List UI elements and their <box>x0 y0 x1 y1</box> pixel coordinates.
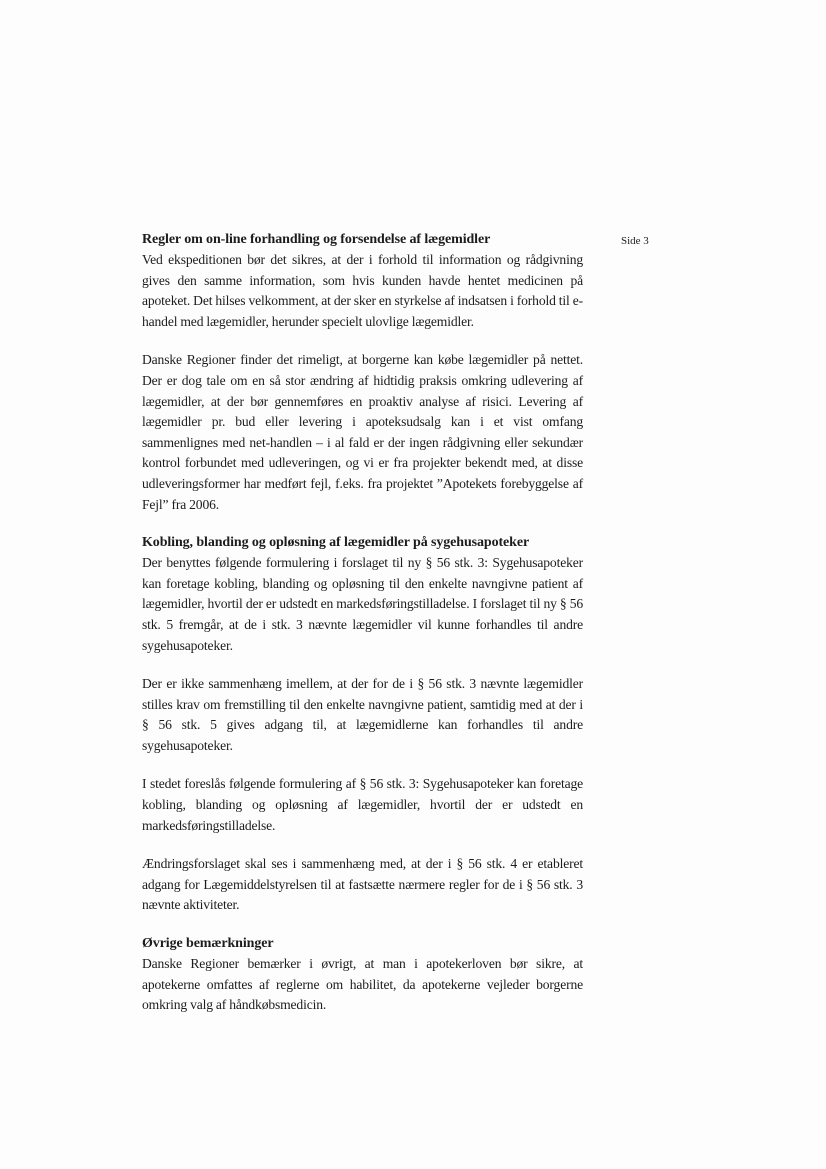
paragraph: Danske Regioner finder det rimeligt, at borgerne kan købe lægemidler på nettet. Der er dog tale om en så stor ændring af hidtidig praksis omkring udlevering af lægemidler, at der bør gennemføres en proaktiv analyse af risici. Levering af lægemidler pr. bud eller levering i apoteksudsalg kan i et vist omfang sammenlignes med net-handlen – i al fald er der ingen rådgivning eller sekundær kontrol forbundet med udleveringen, og vi er fra projekter bekendt med, at disse udleveringsformer har medført fejl, f.eks. fra projektet ”Apotekets forebyggelse af Fejl” fra 2006. <box>142 352 583 512</box>
paragraph: I stedet foreslås følgende formulering af § 56 stk. 3: Sygehusapoteker kan foretage kobling, blanding og opløsning af lægemidler, hvortil der er udstedt en markedsføringstilladelse. <box>142 776 583 833</box>
paragraph: Ændringsforslaget skal ses i sammenhæng med, at der i § 56 stk. 4 er etableret adgang for Lægemiddelstyrelsen til at fastsætte nærmere regler for de i § 56 stk. 3 nævnte aktiviteter. <box>142 856 583 913</box>
section-other-remarks <box>142 934 583 1016</box>
paragraph: Ved ekspeditionen bør det sikres, at der i forhold til information og rådgivning gives den samme information, som hvis kunden havde hentet medicinen på apoteket. Det hilses velkomment, at der sker en styrkelse af indsatsen i forhold til e-handel med lægemidler, herunder specielt ulovlige lægemidler. <box>142 252 583 329</box>
section-heading: Kobling, blanding og opløsning af lægemidler på sygehusapoteker <box>142 535 530 551</box>
document-body <box>142 230 583 1034</box>
section-heading: Øvrige bemærkninger <box>142 936 274 952</box>
paragraph: Der benyttes følgende formulering i forslaget til ny § 56 stk. 3: Sygehusapoteker kan foretage kobling, blanding og opløsning til den enkelte navngivne patient af lægemidler, hvortil der er udstedt en markedsføringstilladelse. I forslaget til ny § 56 stk. 5 fremgår, at de i stk. 3 nævnte lægemidler vil kunne forhandles til andre sygehusapoteker. <box>142 555 583 653</box>
paragraph: Danske Regioner bemærker i øvrigt, at man i apotekerloven bør sikre, at apotekerne omfattes af reglerne om habilitet, da apotekerne vejleder borgerne omkring valg af håndkøbsmedicin. <box>142 956 583 1013</box>
section-hospital-pharmacies <box>142 533 583 916</box>
section-online-trade <box>142 230 583 515</box>
paragraph: Der er ikke sammenhæng imellem, at der for de i § 56 stk. 3 nævnte lægemidler stilles krav om fremstilling til den enkelte navngivne patient, samtidig med at der i § 56 stk. 5 gives adgang til, at lægemidlerne kan forhandles til andre sygehusapoteker. <box>142 676 583 753</box>
section-heading: Regler om on-line forhandling og forsendelse af lægemidler <box>142 232 491 247</box>
page-number: Side 3 <box>621 235 649 247</box>
